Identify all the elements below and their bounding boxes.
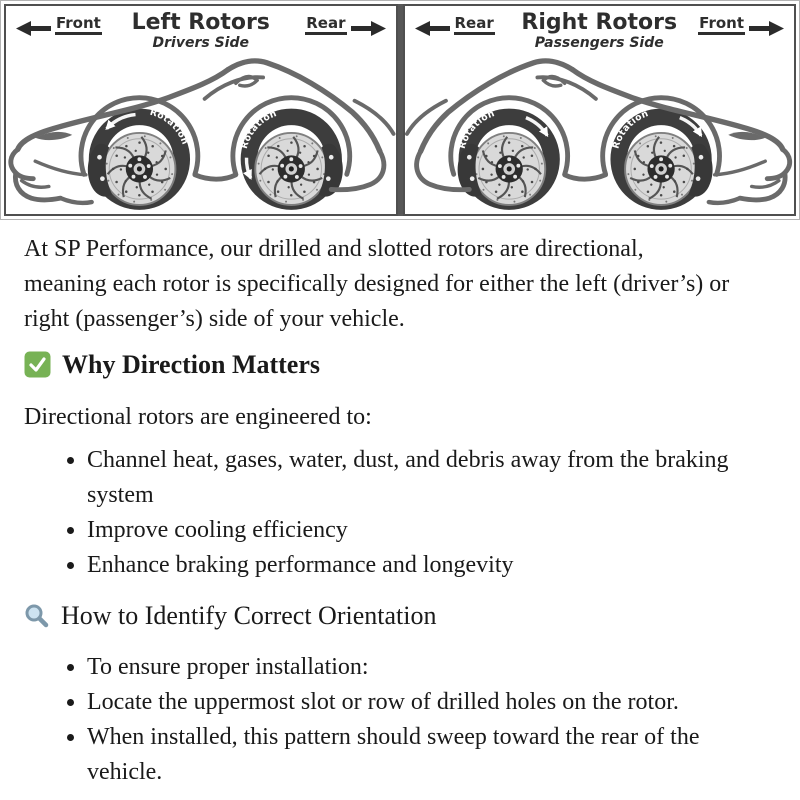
check-mark-icon bbox=[24, 351, 51, 378]
car-side-view-left bbox=[6, 56, 396, 214]
article-body bbox=[0, 232, 800, 790]
list-item: • Channel heat, gases, water, dust, and debris away from the braking system bbox=[87, 443, 742, 513]
right-panel-header bbox=[405, 6, 795, 54]
rear-direction-label bbox=[415, 15, 495, 37]
list-item: • Enhance braking performance and longevity bbox=[87, 548, 742, 583]
left-arrow-icon bbox=[16, 20, 52, 37]
direction-text: Front bbox=[698, 15, 745, 35]
heading-text: How to Identify Correct Orientation bbox=[61, 601, 437, 630]
intro-paragraph: At SP Performance, our drilled and slotted rotors are directional, meaning each rotor is specifically designed for either the left (driver’s) or right (passenger’s) side of your vehicle. bbox=[24, 236, 730, 332]
lead-paragraph: Directional rotors are engineered to: bbox=[24, 404, 372, 430]
rotation-label: Rotation bbox=[148, 106, 191, 147]
section-heading-why-direction-matters bbox=[24, 347, 776, 382]
rotation-label: Rotation bbox=[610, 108, 650, 151]
panel-subtitle: Drivers Side bbox=[152, 35, 249, 51]
car-side-view-right bbox=[405, 56, 795, 214]
panel-title: Left Rotors bbox=[131, 10, 270, 35]
list-item: • Improve cooling efficiency bbox=[87, 513, 742, 548]
benefits-list bbox=[24, 443, 776, 583]
left-panel-header bbox=[6, 6, 396, 54]
rear-direction-label bbox=[305, 15, 385, 37]
list-item: • When installed, this pattern should sweep toward the rear of the vehicle. bbox=[87, 720, 742, 790]
rotor-direction-diagram bbox=[0, 0, 800, 220]
panel-title: Right Rotors bbox=[521, 10, 678, 35]
right-arrow-icon bbox=[350, 20, 386, 37]
direction-text: Front bbox=[55, 15, 102, 35]
direction-text: Rear bbox=[454, 15, 495, 35]
magnifying-glass-icon bbox=[24, 603, 50, 629]
list-item: • To ensure proper installation: bbox=[87, 650, 742, 685]
right-arrow-icon bbox=[748, 20, 784, 37]
left-arrow-icon bbox=[415, 20, 451, 37]
section-heading-identify-orientation bbox=[24, 598, 776, 633]
heading-text: Why Direction Matters bbox=[62, 350, 321, 379]
rotation-label: Rotation bbox=[238, 108, 279, 151]
direction-text: Rear bbox=[305, 15, 346, 35]
left-rotors-panel bbox=[4, 4, 398, 216]
list-item: • Locate the uppermost slot or row of drilled holes on the rotor. bbox=[87, 685, 742, 720]
orientation-list bbox=[24, 650, 776, 790]
front-direction-label bbox=[16, 15, 102, 37]
panel-subtitle: Passengers Side bbox=[534, 35, 664, 51]
front-direction-label bbox=[698, 15, 784, 37]
rotation-label: Rotation bbox=[456, 108, 496, 151]
right-rotors-panel bbox=[403, 4, 797, 216]
